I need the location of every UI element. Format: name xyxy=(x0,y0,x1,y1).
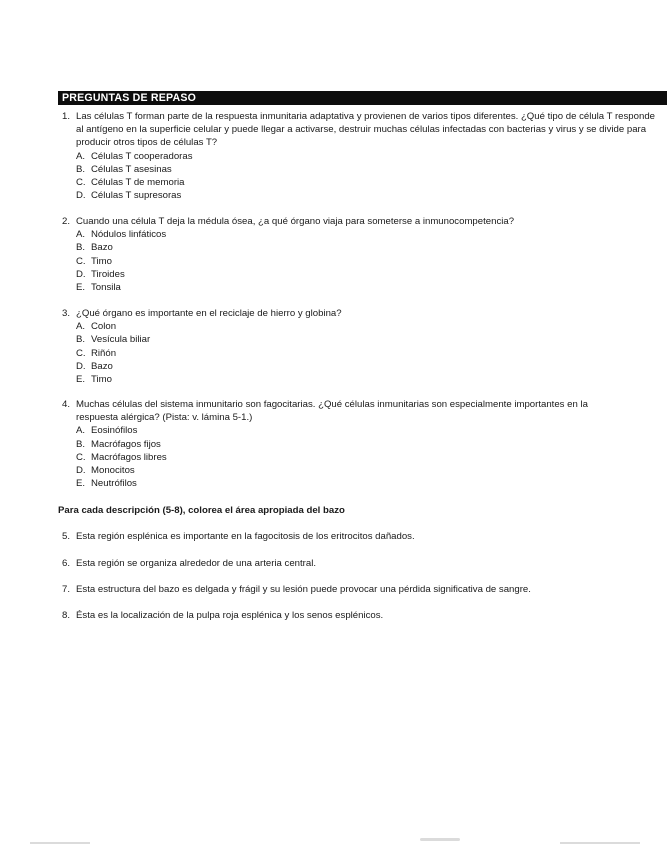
option-d xyxy=(62,189,662,202)
option-text: Monocitos xyxy=(91,465,135,477)
option-letter: D. xyxy=(76,268,86,280)
question-text: Muchas células del sistema inmunitario son fagocitarias. ¿Qué células inmunitarias son especialmente importantes en la respuesta alérgica? (Pista: v. lámina 5-1.) xyxy=(76,399,588,424)
option-letter: A. xyxy=(76,150,86,162)
question-stem xyxy=(62,398,616,424)
question-number: 4. xyxy=(62,399,71,410)
option-text: Timo xyxy=(91,255,112,267)
option-letter: B. xyxy=(76,438,86,450)
question-number: 1. xyxy=(62,111,71,122)
option-a xyxy=(62,424,662,437)
option-c xyxy=(62,176,662,189)
option-text: Tiroides xyxy=(91,268,125,280)
option-text: Timo xyxy=(91,374,112,386)
description-number: 7. xyxy=(62,584,71,595)
option-letter: C. xyxy=(76,347,86,359)
section-heading: Para cada descripción (5-8), colorea el área apropiada del bazo xyxy=(58,505,345,516)
question-2 xyxy=(62,215,662,294)
option-letter: C. xyxy=(76,177,86,189)
question-stem xyxy=(62,215,662,228)
question-4 xyxy=(62,398,662,490)
scan-artifact xyxy=(30,842,90,844)
option-letter: B. xyxy=(76,242,86,254)
option-text: Bazo xyxy=(91,360,113,372)
description-5 xyxy=(62,530,662,543)
option-text: Tonsila xyxy=(91,282,121,294)
description-number: 5. xyxy=(62,531,71,542)
option-b xyxy=(62,163,662,176)
option-b xyxy=(62,333,662,346)
option-e xyxy=(62,477,662,490)
option-letter: E. xyxy=(76,282,86,294)
question-stem xyxy=(62,307,662,320)
option-text: Células T supresoras xyxy=(91,190,182,202)
description-text: Ésta es la localización de la pulpa roja esplénica y los senos esplénicos. xyxy=(76,610,384,621)
option-a xyxy=(62,228,662,241)
option-text: Macrófagos fijos xyxy=(91,438,161,450)
option-letter: D. xyxy=(76,360,86,372)
option-text: Macrófagos libres xyxy=(91,451,167,463)
question-3 xyxy=(62,307,662,386)
option-text: Eosinófilos xyxy=(91,425,138,437)
scan-artifact xyxy=(420,838,460,841)
option-text: Células T asesinas xyxy=(91,163,172,175)
option-letter: E. xyxy=(76,374,86,386)
option-c xyxy=(62,255,662,268)
description-text: Esta región se organiza alrededor de una arteria central. xyxy=(76,558,316,569)
option-letter: D. xyxy=(76,465,86,477)
option-text: Células T de memoria xyxy=(91,177,185,189)
option-text: Vesícula biliar xyxy=(91,334,151,346)
question-text: Las células T forman parte de la respuesta inmunitaria adaptativa y provienen de varios tipos diferentes. ¿Qué tipo de célula T responde al antígeno en la superficie celular y puede llegar a activarse, destruir muchas células infectadas con bacterias y virus y se divide para producir otros tipos de células T? xyxy=(76,111,655,149)
option-letter: A. xyxy=(76,425,86,437)
option-text: Bazo xyxy=(91,242,113,254)
option-a xyxy=(62,320,662,333)
question-text: ¿Qué órgano es importante en el reciclaje de hierro y globina? xyxy=(76,308,342,319)
option-text: Colon xyxy=(91,321,117,333)
description-text: Esta estructura del bazo es delgada y frágil y su lesión puede provocar una pérdida significativa de sangre. xyxy=(76,584,531,595)
option-a xyxy=(62,150,662,163)
question-1 xyxy=(62,110,662,202)
question-number: 2. xyxy=(62,216,71,227)
option-c xyxy=(62,347,662,360)
option-d xyxy=(62,268,662,281)
question-stem xyxy=(62,110,662,150)
description-8 xyxy=(62,609,662,622)
option-letter: B. xyxy=(76,334,86,346)
option-e xyxy=(62,281,662,294)
option-d xyxy=(62,464,662,477)
option-letter: C. xyxy=(76,255,86,267)
option-e xyxy=(62,373,662,386)
option-b xyxy=(62,438,662,451)
description-number: 8. xyxy=(62,610,71,621)
description-text: Esta región esplénica es importante en la fagocitosis de los eritrocitos dañados. xyxy=(76,531,415,542)
description-6 xyxy=(62,557,662,570)
description-7 xyxy=(62,583,662,596)
option-letter: A. xyxy=(76,321,86,333)
option-b xyxy=(62,241,662,254)
option-text: Riñón xyxy=(91,347,117,359)
option-d xyxy=(62,360,662,373)
option-letter: D. xyxy=(76,190,86,202)
description-number: 6. xyxy=(62,558,71,569)
option-text: Neutrófilos xyxy=(91,478,137,490)
option-text: Nódulos linfáticos xyxy=(91,229,167,241)
section-header: PREGUNTAS DE REPASO xyxy=(58,91,667,105)
option-text: Células T cooperadoras xyxy=(91,150,193,162)
question-text: Cuando una célula T deja la médula ósea, ¿a qué órgano viaja para someterse a inmunocompetencia? xyxy=(76,216,515,227)
option-letter: C. xyxy=(76,451,86,463)
option-c xyxy=(62,451,662,464)
option-letter: A. xyxy=(76,229,86,241)
option-letter: B. xyxy=(76,163,86,175)
option-letter: E. xyxy=(76,478,86,490)
question-number: 3. xyxy=(62,308,71,319)
scan-artifact xyxy=(560,842,640,844)
